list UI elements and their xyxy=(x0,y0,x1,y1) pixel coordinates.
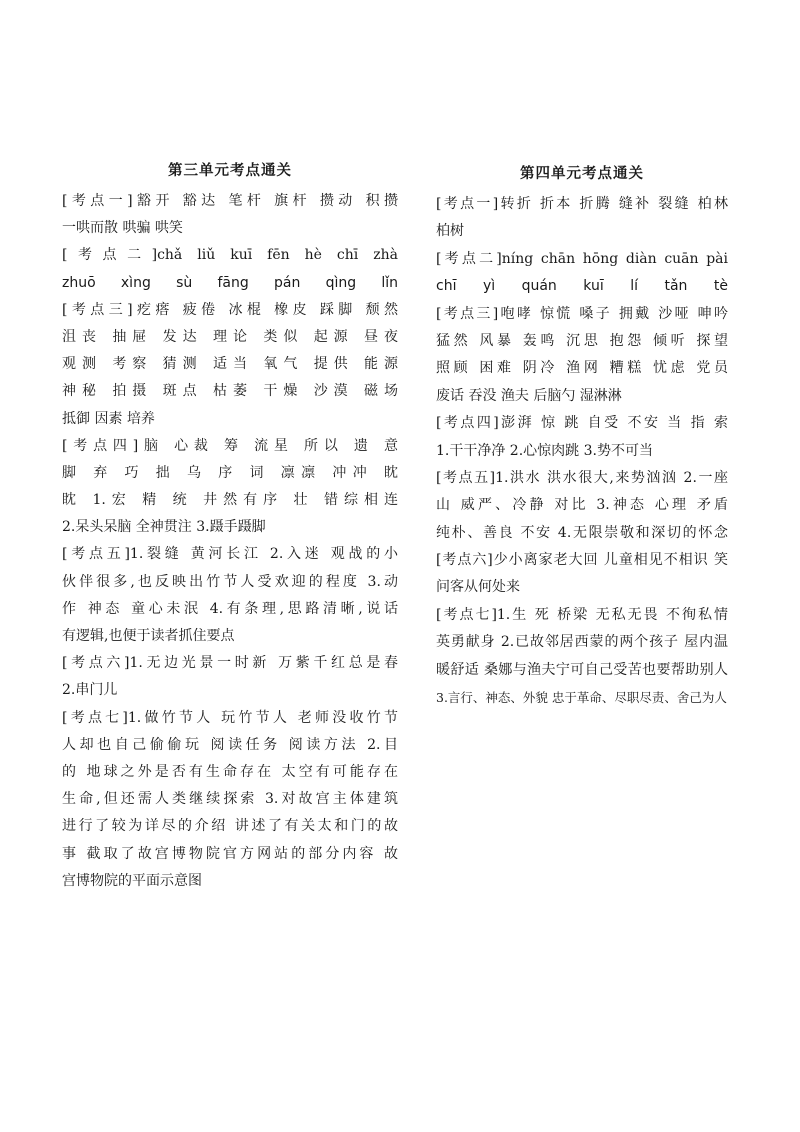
answer-line: 的 地球之外是否有生命存在 太空有可能存在 xyxy=(62,763,398,780)
answer-line: [考点七]1.做竹节人 玩竹节人 老师没收竹节 xyxy=(62,709,398,726)
answer-line: 暖舒适 桑娜与渔夫宁可自己受苦也要帮助别人 xyxy=(436,661,728,678)
unit-3-answer-lines xyxy=(62,188,398,895)
answer-line: [考点一]豁开 豁达 笔杆 旗杆 攒动 积攒 xyxy=(62,193,398,209)
answer-line: 有逻辑,也便于读者抓住要点 xyxy=(62,628,235,644)
unit-4-title: 第四单元考点通关 xyxy=(520,165,644,182)
answer-line: [考点六]1.无边光景一时新 万紫千红总是春 xyxy=(62,655,398,672)
answer-line: 1.干干净净 2.心惊肉跳 3.势不可当 xyxy=(436,442,653,459)
answer-line: 进行了较为详尽的介绍 讲述了有关太和门的故 xyxy=(62,818,398,835)
answer-line: [考点三]咆哮 惊慌 嗓子 拥戴 沙哑 呻吟 xyxy=(436,305,728,322)
answer-line: [考点六]少小离家老大回 儿童相见不相识 笑 xyxy=(436,552,728,569)
unit-3-answers xyxy=(62,158,398,895)
answer-line: 3.言行、神态、外貌 忠于革命、尽职尽责、舍己为人 xyxy=(436,690,727,706)
answer-line: 沮丧 抽屉 发达 理论 类似 起源 昼夜 xyxy=(62,328,398,345)
answer-line: 山 威严、冷静 对比 3.神态 心理 矛盾 xyxy=(436,497,728,514)
answer-line: 宫博物院的平面示意图 xyxy=(62,872,202,889)
answer-line: [考点七]1.生 死 桥梁 无私无畏 不徇私情 xyxy=(436,606,728,623)
answer-line: 神秘 拍摄 斑点 枯萎 干燥 沙漠 磁场 xyxy=(62,383,398,400)
answer-line: 一哄而散 哄骗 哄笑 xyxy=(62,220,183,237)
answer-line: chī yì quán kuī lí tǎn tè xyxy=(436,278,728,295)
answer-line: [考点二]níng chān hōng diàn cuān pài xyxy=(436,250,728,267)
answer-line: 抵御 因素 培养 xyxy=(62,410,155,427)
answer-line: 英勇献身 2.已故邻居西蒙的两个孩子 屋内温 xyxy=(436,634,728,651)
answer-line: 2.呆头呆脑 全神贯注 3.蹑手蹑脚 xyxy=(62,519,266,536)
answer-line: 生命,但还需人类继续探索 3.对故宫主体建筑 xyxy=(62,791,398,808)
answer-line: 2.串门儿 xyxy=(62,682,118,699)
answer-line: 猛然 风暴 轰鸣 沉思 抱怨 倾听 探望 xyxy=(436,332,728,349)
answer-line: 事 截取了故宫博物院官方网站的部分内容 故 xyxy=(62,845,398,862)
answer-line: 问客从何处来 xyxy=(436,579,520,596)
unit-4-answer-lines xyxy=(436,191,728,711)
unit-4-answers xyxy=(436,161,728,711)
answer-line: [考点四]脑 心裁 筹 流星 所以 遗 意 xyxy=(62,437,398,454)
answer-line: [考点三]疙瘩 疲倦 冰棍 橡皮 踩脚 颓然 xyxy=(62,301,398,318)
answer-line: zhuō xìng sù fāng pán qìng lǐn xyxy=(62,274,398,291)
answer-line: 脚 弃 巧 拙 乌 序 词 凛凛 冲冲 眈 xyxy=(62,464,398,481)
answer-line: 作 神态 童心未泯 4.有条理,思路清晰,说话 xyxy=(62,600,398,617)
answer-line: [考点一]转折 折本 折腾 缝补 裂缝 柏林 xyxy=(436,196,728,212)
answer-line: 纯朴、善良 不安 4.无限崇敬和深切的怀念 xyxy=(436,524,728,541)
unit-3-title: 第三单元考点通关 xyxy=(168,162,292,179)
answer-line: [考点五]1.裂缝 黄河长江 2.入迷 观战的小 xyxy=(62,546,398,563)
answer-line: 伙伴很多,也反映出竹节人受欢迎的程度 3.动 xyxy=(62,573,398,590)
answer-line: 柏树 xyxy=(436,223,464,240)
answer-line: 观测 考察 猜测 适当 氧气 提供 能源 xyxy=(62,356,398,373)
answer-line: 照顾 困难 阴冷 渔网 糟糕 忧虑 党员 xyxy=(436,360,728,377)
answer-line: 人却也自己偷偷玩 阅读任务 阅读方法 2.目 xyxy=(62,736,398,753)
answer-line: [考点五]1.洪水 洪水很大,来势汹汹 2.一座 xyxy=(436,469,728,486)
answer-line: [考点二]chǎ liǔ kuī fēn hè chī zhà xyxy=(62,247,398,264)
answer-line: 眈 1.宏 精 统 井然有序 壮 错综相连 xyxy=(62,492,398,509)
answer-line: [考点四]澎湃 惊 跳 自受 不安 当 指 索 xyxy=(436,415,728,432)
answer-line: 废话 吞没 渔夫 后脑勺 湿淋淋 xyxy=(436,387,622,404)
